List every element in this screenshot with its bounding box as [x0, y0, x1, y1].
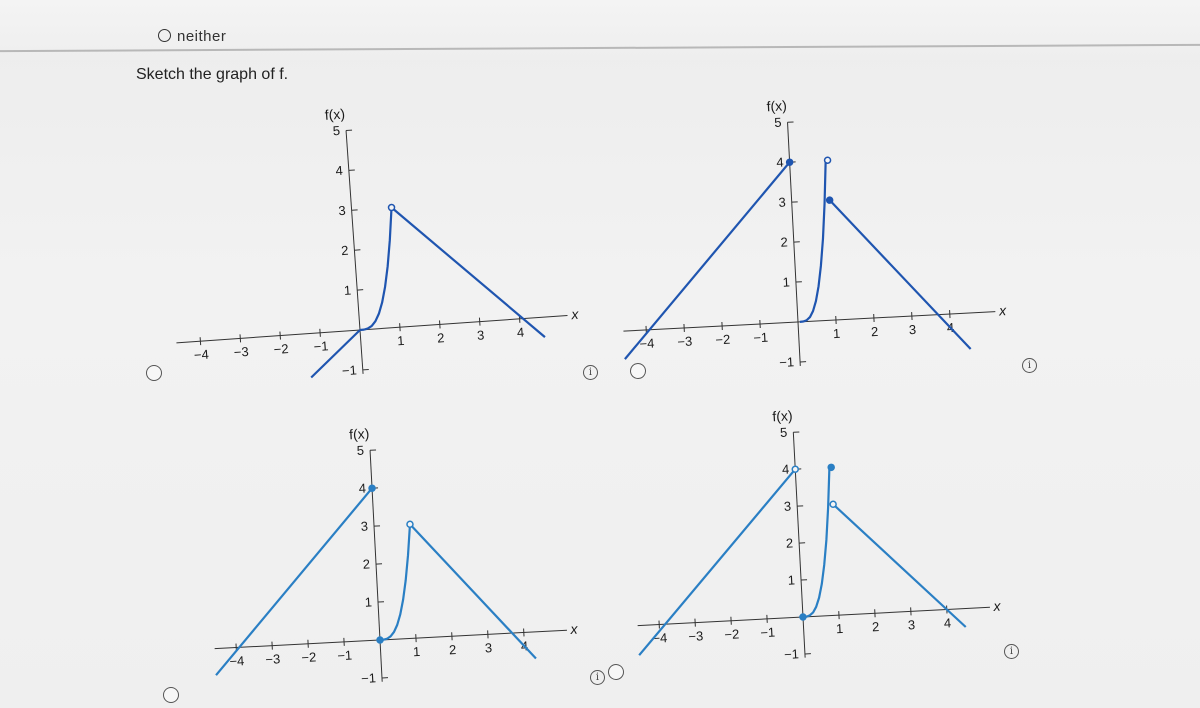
x-tick — [240, 334, 241, 342]
closed-point — [377, 637, 383, 643]
open-point — [792, 466, 798, 472]
question-prompt: Sketch the graph of f. — [136, 66, 289, 83]
info-icon[interactable]: i — [583, 365, 598, 380]
y-tick-label: −1 — [778, 354, 795, 371]
x-axis-label: x — [998, 302, 1007, 319]
function-curve — [207, 488, 382, 675]
closed-point — [369, 485, 375, 491]
x-tick-label: −4 — [193, 346, 210, 363]
function-curve — [833, 498, 966, 637]
y-tick-label: 4 — [335, 162, 344, 179]
x-tick — [200, 337, 201, 345]
y-tick-label: 3 — [778, 194, 787, 210]
y-tick-label: −1 — [783, 646, 800, 663]
x-tick-label: 3 — [907, 617, 916, 633]
x-tick-label: 2 — [871, 619, 880, 635]
y-tick-label: 4 — [781, 461, 790, 477]
x-tick-label: −2 — [301, 649, 317, 666]
x-tick-label: 4 — [946, 319, 955, 336]
y-tick-label: 2 — [780, 234, 789, 250]
y-tick-label: 4 — [775, 154, 785, 170]
open-point — [830, 501, 836, 507]
y-tick-label: 5 — [773, 114, 782, 130]
x-axis-label: x — [570, 620, 578, 638]
option-d-radio[interactable] — [607, 663, 626, 682]
y-tick-label: 5 — [356, 442, 365, 458]
x-tick-label: −2 — [715, 331, 731, 348]
x-tick-label: 4 — [943, 615, 952, 631]
x-tick-label: −1 — [313, 338, 329, 355]
y-tick-label: 1 — [343, 282, 352, 299]
y-axis-label: f(x) — [766, 97, 788, 115]
open-point — [407, 521, 413, 527]
graph-option-b[interactable] — [620, 92, 1040, 382]
y-tick-label: 1 — [787, 572, 796, 588]
radio-button[interactable] — [158, 29, 171, 42]
x-tick — [400, 323, 401, 331]
x-tick-label: 3 — [484, 640, 493, 656]
y-tick-label: 2 — [362, 556, 371, 572]
x-tick-label: −4 — [652, 630, 668, 646]
y-tick-label: −1 — [341, 362, 358, 379]
y-tick-label: −1 — [360, 670, 377, 687]
x-tick-label: 1 — [396, 332, 405, 349]
x-tick — [320, 329, 321, 337]
y-tick-label: 5 — [779, 424, 788, 440]
y-axis-label: f(x) — [771, 407, 793, 425]
x-tick-label: −3 — [688, 628, 704, 645]
x-tick — [479, 318, 480, 326]
option-a-radio[interactable] — [146, 365, 162, 381]
x-tick-label: −4 — [229, 653, 245, 669]
x-tick — [280, 332, 281, 340]
y-tick-label: 1 — [782, 274, 791, 290]
x-axis — [215, 630, 567, 648]
x-tick-label: −3 — [677, 333, 693, 350]
divider — [0, 44, 1200, 52]
x-tick-label: 2 — [436, 330, 445, 346]
function-curve — [792, 160, 835, 322]
info-icon[interactable]: i — [590, 670, 605, 685]
x-tick-label: 4 — [520, 638, 529, 654]
y-tick-label: 2 — [340, 242, 349, 259]
y-tick-label: 5 — [332, 122, 341, 139]
x-tick-label: −1 — [336, 647, 353, 664]
y-axis — [346, 130, 363, 373]
x-tick-label: 3 — [476, 327, 485, 343]
closed-point — [800, 614, 806, 620]
y-tick-label: 2 — [785, 535, 794, 551]
y-tick-label: 3 — [360, 518, 369, 534]
closed-point — [786, 159, 792, 165]
closed-point — [828, 464, 834, 470]
function-curve — [630, 469, 805, 655]
y-axis-label: f(x) — [324, 105, 346, 123]
previous-option-label: neither — [177, 28, 227, 45]
info-icon[interactable]: i — [1022, 358, 1037, 373]
x-tick — [440, 320, 441, 328]
y-tick-label: 3 — [783, 498, 792, 514]
function-curve — [374, 524, 416, 640]
x-tick-label: 3 — [908, 321, 917, 338]
x-tick-label: −2 — [273, 341, 290, 358]
x-axis-label: x — [570, 305, 579, 323]
x-tick-label: −3 — [265, 651, 281, 668]
x-tick-label: 4 — [516, 324, 525, 341]
y-tick-label: 3 — [337, 202, 347, 219]
function-curve — [615, 162, 799, 359]
x-tick-label: −1 — [759, 624, 776, 641]
x-axis — [176, 315, 567, 342]
open-point — [388, 204, 394, 210]
graph-option-c[interactable] — [175, 405, 595, 705]
x-tick-label: 2 — [870, 323, 879, 340]
x-tick-label: −2 — [724, 626, 740, 643]
x-tick-label: −1 — [752, 329, 769, 346]
previous-answer-option[interactable] — [158, 28, 226, 45]
x-tick-label: −3 — [233, 343, 250, 360]
x-tick-label: 2 — [448, 642, 457, 658]
y-axis-label: f(x) — [348, 425, 370, 443]
x-tick-label: 1 — [832, 325, 841, 342]
graph-option-a[interactable] — [170, 90, 590, 380]
x-tick-label: 1 — [835, 620, 844, 637]
y-tick-label: 1 — [364, 594, 373, 610]
x-tick-label: 1 — [412, 643, 421, 660]
function-curve — [410, 518, 536, 665]
graph-option-d[interactable] — [625, 395, 1045, 695]
info-icon[interactable]: i — [1004, 644, 1019, 659]
y-tick-label: 4 — [358, 480, 367, 496]
closed-point — [827, 197, 833, 203]
open-point — [824, 157, 830, 163]
x-axis-label: x — [993, 597, 1001, 615]
x-tick-label: −4 — [639, 335, 655, 352]
